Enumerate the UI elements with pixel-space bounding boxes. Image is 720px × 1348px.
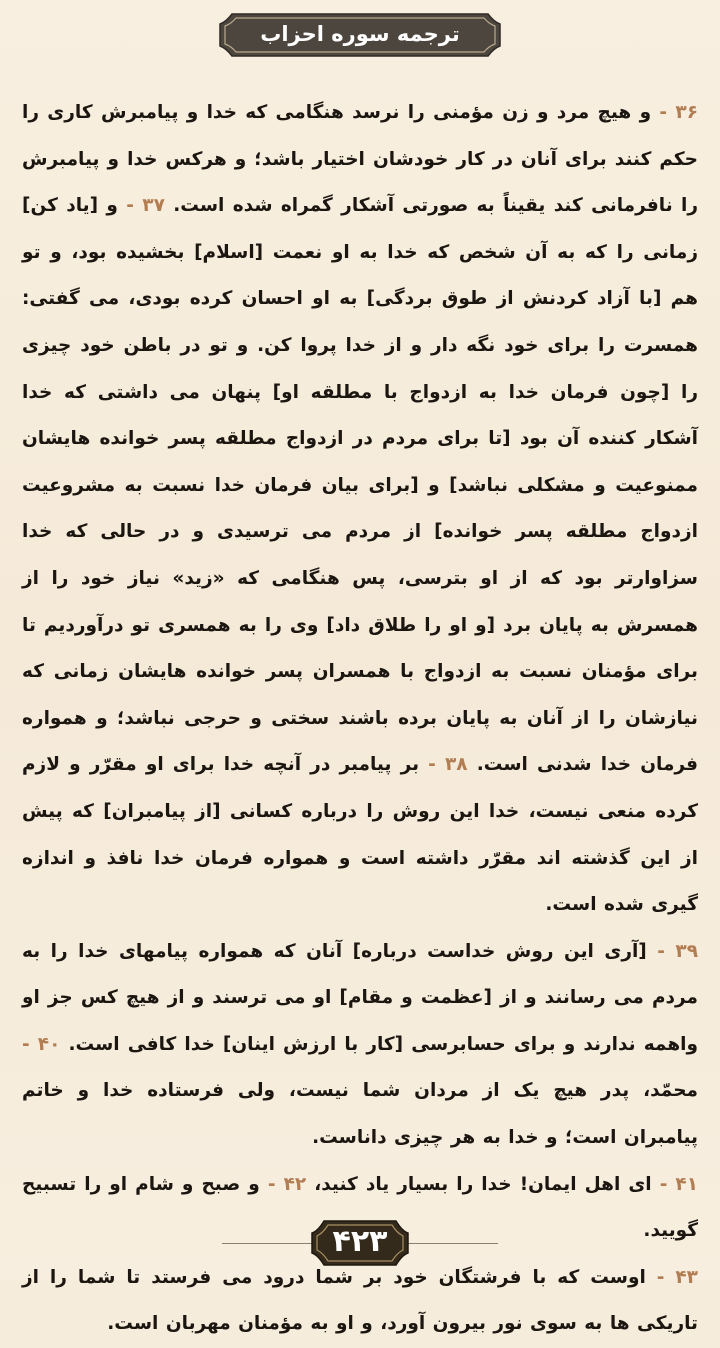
translation-text — [22, 90, 698, 1348]
footer-divider-right — [408, 1243, 498, 1244]
verse-text: بر پیامبر در آنچه خدا برای او مقرّر و لازم کرده منعی نیست، خدا این روش را درباره کسانی [از پیامبران] که پیش از این گذشته اند مقرّر داشته است و همواره فرمان خدا نافذ و اندازه گیری شده است. — [22, 754, 698, 916]
verse-38 — [22, 754, 698, 915]
verse-text: محمّد، پدر هیچ یک از مردان شما نیست، ولی فرستاده خدا و خاتم پیامبران است؛ و خدا به هر چیزی داناست. — [22, 1080, 698, 1149]
verse-37 — [22, 195, 698, 775]
verse-text: ای اهل ایمان! خدا را بسیار یاد کنید، — [306, 1173, 660, 1195]
verse-number: ۳۸ - — [428, 754, 468, 776]
verse-number: ۴۳ - — [656, 1266, 698, 1288]
footer-divider-left — [222, 1243, 312, 1244]
verse-text: و صبح و شام او را تسبیح گویید. — [22, 1173, 698, 1242]
title-banner — [218, 12, 502, 58]
page-title: ترجمه سوره احزاب — [260, 22, 460, 46]
verse-number: ۴۲ - — [267, 1173, 307, 1195]
verse-number: ۴۰ - — [22, 1033, 61, 1055]
page-footer — [0, 1212, 720, 1272]
page-number-badge — [310, 1217, 410, 1269]
verse-text: [آری این روش خداست درباره] آنان که همواره پیامهای خدا را به مردم می رسانند و از [عظمت و مقام] او می ترسند و از هیچ کس جز او واهمه ندارند و برای حسابرسی [کار با ارزش اینان] خدا کافی است. — [22, 940, 698, 1055]
verse-text: و [یاد کن] زمانی را که به آن شخص که خدا به او نعمت [اسلام] بخشیده بود، و تو هم [با آزاد کردنش از طوق بردگی] به او احسان کرده بودی، می گفتی: همسرت را برای خود نگه دار و از خدا پروا کن. و تو در باطن خود چیزی را [چون فرمان خدا به ازدواج با مطلقه او] پنهان می داشتی که خدا آشکار کننده آن بود [تا برای مردم در ازدواج مطلقه پسر خوانده هایشان ممنوعیت و مشکلی نباشد] و [برای بیان فرمان خدا نسبت به مشروعیت ازدواج مطلقه پسر خوانده] از مردم می ترسیدی و در حالی که خدا سزاوارتر بود که از او بترسی، پس هنگامی که «زید» نیاز خود را از همسرش به پایان برد [و او را طلاق داد] وی را به همسری تو درآوردیم تا برای مؤمنان نسبت به ازدواج با همسران پسر خوانده هایشان زمانی که نیازشان را از آنان به پایان برده باشند سختی و حرجی نباشد؛ و همواره فرمان خدا شدنی است. — [22, 195, 699, 776]
verse-text: اوست که با فرشتگان خود بر شما درود می فرستد تا شما را از تاریکی ها به سوی نور بیرون آورد، و او به مؤمنان مهربان است. — [22, 1266, 698, 1335]
verse-number: ۴۱ - — [659, 1173, 699, 1195]
verse-number: ۳۹ - — [657, 940, 699, 962]
verse-number: ۳۶ - — [659, 102, 698, 123]
verse-number: ۳۷ - — [126, 195, 165, 217]
verse-39 — [22, 929, 698, 1162]
page-number: ۴۲۳ — [332, 1224, 388, 1259]
verse-text: و هیچ مرد و زن مؤمنی را نرسد هنگامی که خدا و پیامبرش کاری را حکم کنند برای آنان در کار خودشان اختیار باشد؛ و هرکس خدا و پیامبرش را نافرمانی کند یقیناً به صورتی آشکار گمراه شده است. — [22, 102, 698, 217]
